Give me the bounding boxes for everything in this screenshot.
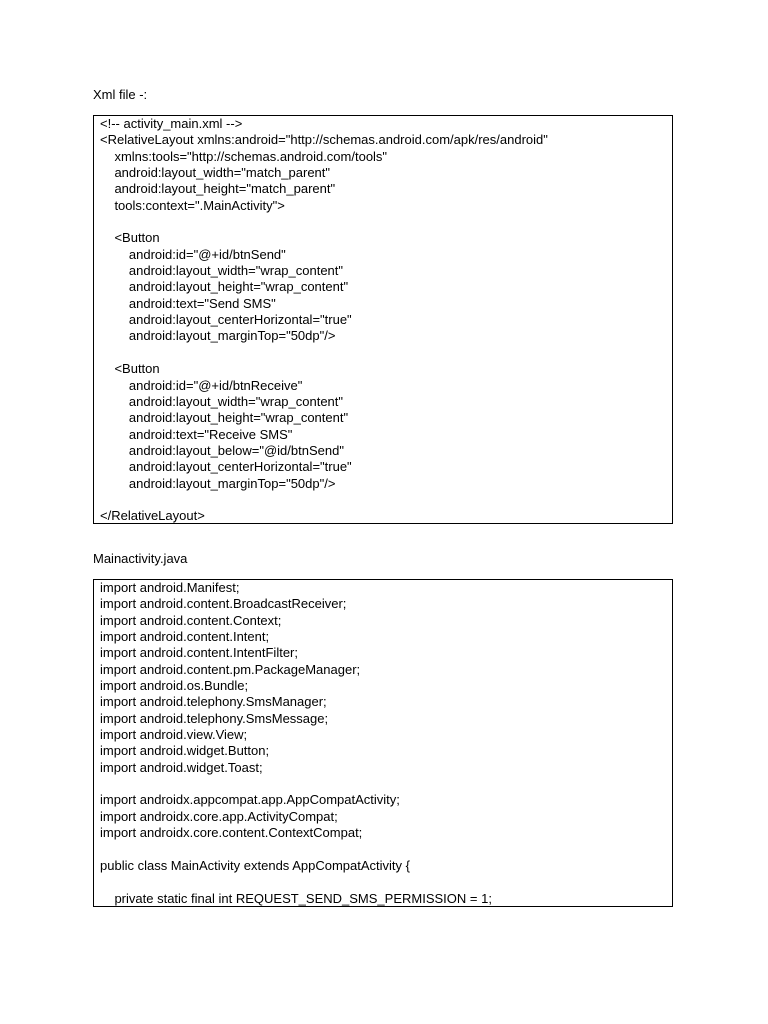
code-line: import android.widget.Toast; [100,759,263,775]
code-line [100,776,672,792]
code-line: import android.widget.Button; [100,743,270,759]
code-line: android:layout_below="@id/btnSend" [100,442,344,458]
code-line: import androidx.appcompat.app.AppCompatActivity; [100,792,400,808]
code-line: android:layout_width="wrap_content" [100,263,344,279]
code-line: tools:context=".MainActivity"> [100,197,285,213]
code-line: android:layout_centerHorizontal="true" [100,312,352,328]
code-line: android:layout_height="wrap_content" [100,410,349,426]
code-line [100,214,672,230]
code-line: android:id="@+id/btnSend" [100,246,286,262]
code-line: import android.os.Bundle; [100,678,249,694]
code-line: android:layout_height="match_parent" [100,181,336,197]
code-line: android:id="@+id/btnReceive" [100,377,303,393]
code-line: android:text="Send SMS" [100,295,276,311]
code-line: import android.content.pm.PackageManager; [100,661,361,677]
code-line: android:layout_centerHorizontal="true" [100,459,352,475]
code-line: private static final int REQUEST_SEND_SMS_PERMISSION = 1; [100,890,492,906]
code-line: xmlns:tools="http://schemas.android.com/tools" [100,148,388,164]
code-line: import android.telephony.SmsMessage; [100,710,329,726]
code-line: android:layout_marginTop="50dp"/> [100,328,336,344]
code-line [100,345,672,361]
code-line [100,874,672,890]
code-line [100,492,672,508]
code-line: public class MainActivity extends AppCompatActivity { [100,857,410,873]
code-line: android:layout_marginTop="50dp"/> [100,475,336,491]
code-line: import android.content.IntentFilter; [100,645,298,661]
code-line: import androidx.core.app.ActivityCompat; [100,808,338,824]
mainactivity-java-heading: Mainactivity.java [93,551,188,566]
code-line: </RelativeLayout> [100,508,205,524]
xml-code-box [93,115,673,524]
code-line: <Button [100,230,160,246]
code-line: <!-- activity_main.xml --> [100,116,243,131]
code-line: android:layout_width="wrap_content" [100,393,344,409]
code-line [100,842,672,858]
code-line: android:layout_width="match_parent" [100,165,331,181]
code-line: android:text="Receive SMS" [100,426,293,442]
code-line: android:layout_height="wrap_content" [100,279,349,295]
code-line: import android.Manifest; [100,580,240,595]
code-line: import androidx.core.content.ContextCompat; [100,825,363,841]
code-line: <RelativeLayout xmlns:android="http://schemas.android.com/apk/res/android" [100,132,548,148]
code-line: import android.telephony.SmsManager; [100,694,327,710]
code-line: import android.content.BroadcastReceiver; [100,596,347,612]
code-line: import android.content.Context; [100,612,282,628]
code-line: <Button [100,361,160,377]
xml-file-heading: Xml file -: [93,87,148,102]
code-line: import android.content.Intent; [100,629,270,645]
code-line: import android.view.View; [100,727,248,743]
java-code-box [93,579,673,907]
